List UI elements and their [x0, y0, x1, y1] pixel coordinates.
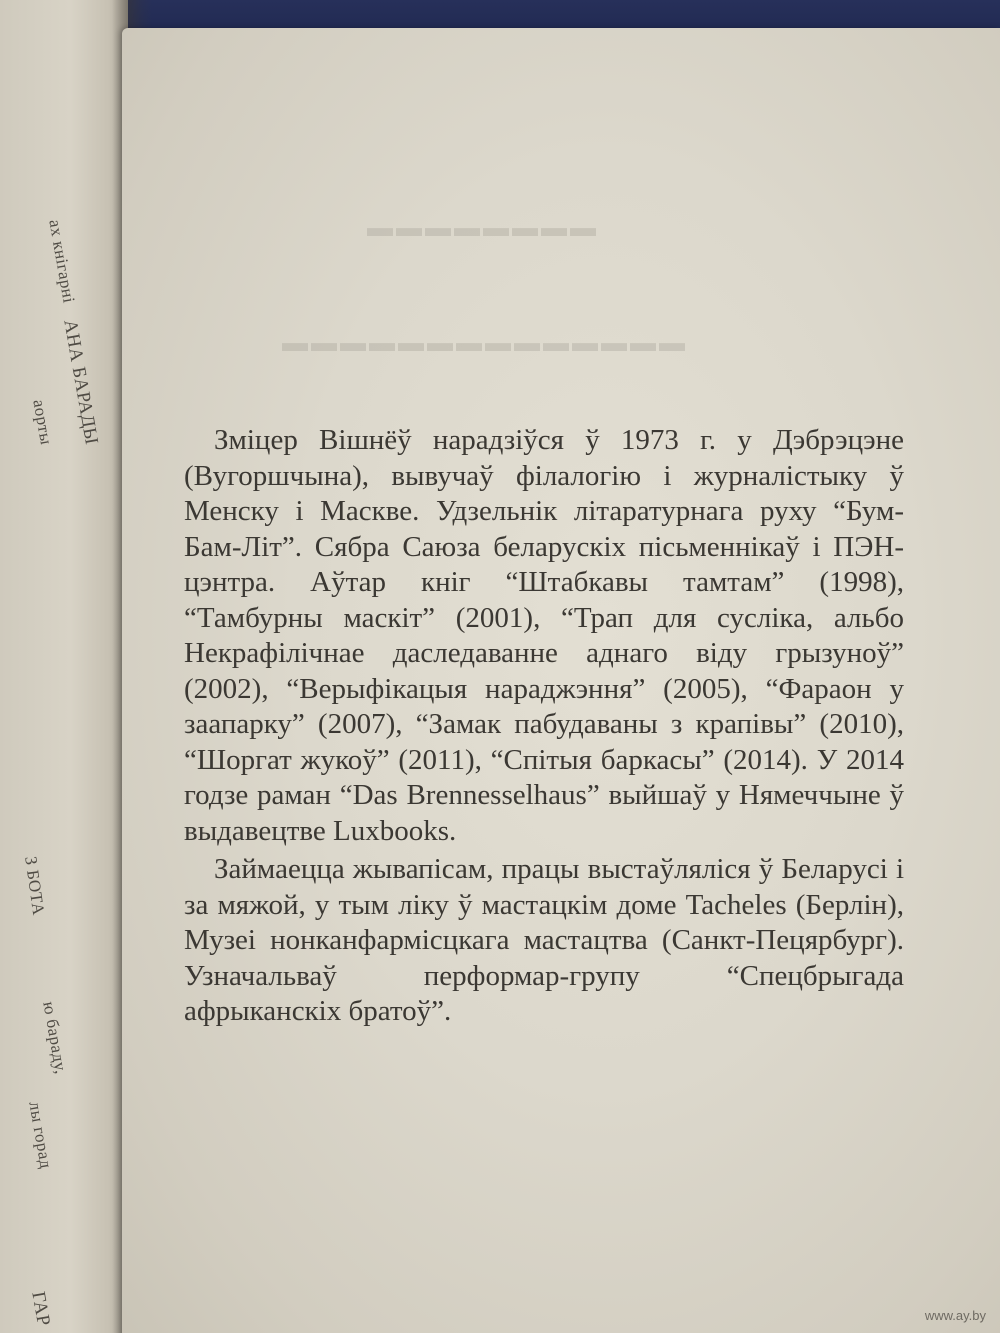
left-page-fragment: АНА БАРАДЫ	[59, 318, 102, 447]
bio-paragraph: Зміцер Вішнёў нарадзіўся ў 1973 г. у Дэбрэцэне (Вугоршчына), вывучаў філалогію і журналістыку ў Менску і Маскве. Удзельнік літаратурнага руху “Бум-Бам-Літ”. Сябра Саюза беларускіх пісьменнікаў і ПЭН-цэнтра. Аўтар кніг “Штабкавы тамтам” (1998), “Тамбурны маскіт” (2001), “Трап для сусліка, альбо Некрафілічнае даследаванне аднаго віду грызуноў” (2002), “Верыфікацыя нараджэння” (2005), “Фараон у заапарку” (2007), “Замак пабудаваны з крапівы” (2010), “Шоргат жукоў” (2011), “Спітыя баркасы” (2014). У 2014 годзе раман “Das Brennesselhaus” выйшаў у Нямеччыне ў выдавецтве Luxbooks.	[184, 424, 904, 847]
bleed-through: ▬▬▬▬▬▬▬▬▬▬▬▬▬▬	[282, 328, 688, 357]
right-page	[122, 28, 1000, 1333]
bleed-through: ▬▬▬▬▬▬▬▬	[367, 213, 599, 242]
bio-paragraph: Займаецца жывапісам, працы выстаўляліся ў Беларусі і за мяжой, у тым ліку ў мастацкім доме Tacheles (Берлін), Музеі нонканфармісцкага мастацтва (Санкт-Пецярбург). Узначальваў перформар-групу “Спецбрыгада афрыканскіх братоў”.	[184, 853, 904, 1027]
left-page-fragment: ах кнігарні	[45, 218, 79, 305]
left-page-fragment: З БОТА	[21, 855, 49, 917]
left-page	[0, 0, 128, 1333]
watermark: www.ay.by	[924, 1308, 986, 1323]
author-bio	[184, 423, 904, 1030]
left-page-fragment: аорты	[29, 398, 56, 447]
left-page-fragment: лы горад	[25, 1100, 56, 1171]
left-page-fragment: ю бараду,	[39, 1000, 71, 1076]
left-page-fragment: ГАР	[27, 1290, 55, 1328]
